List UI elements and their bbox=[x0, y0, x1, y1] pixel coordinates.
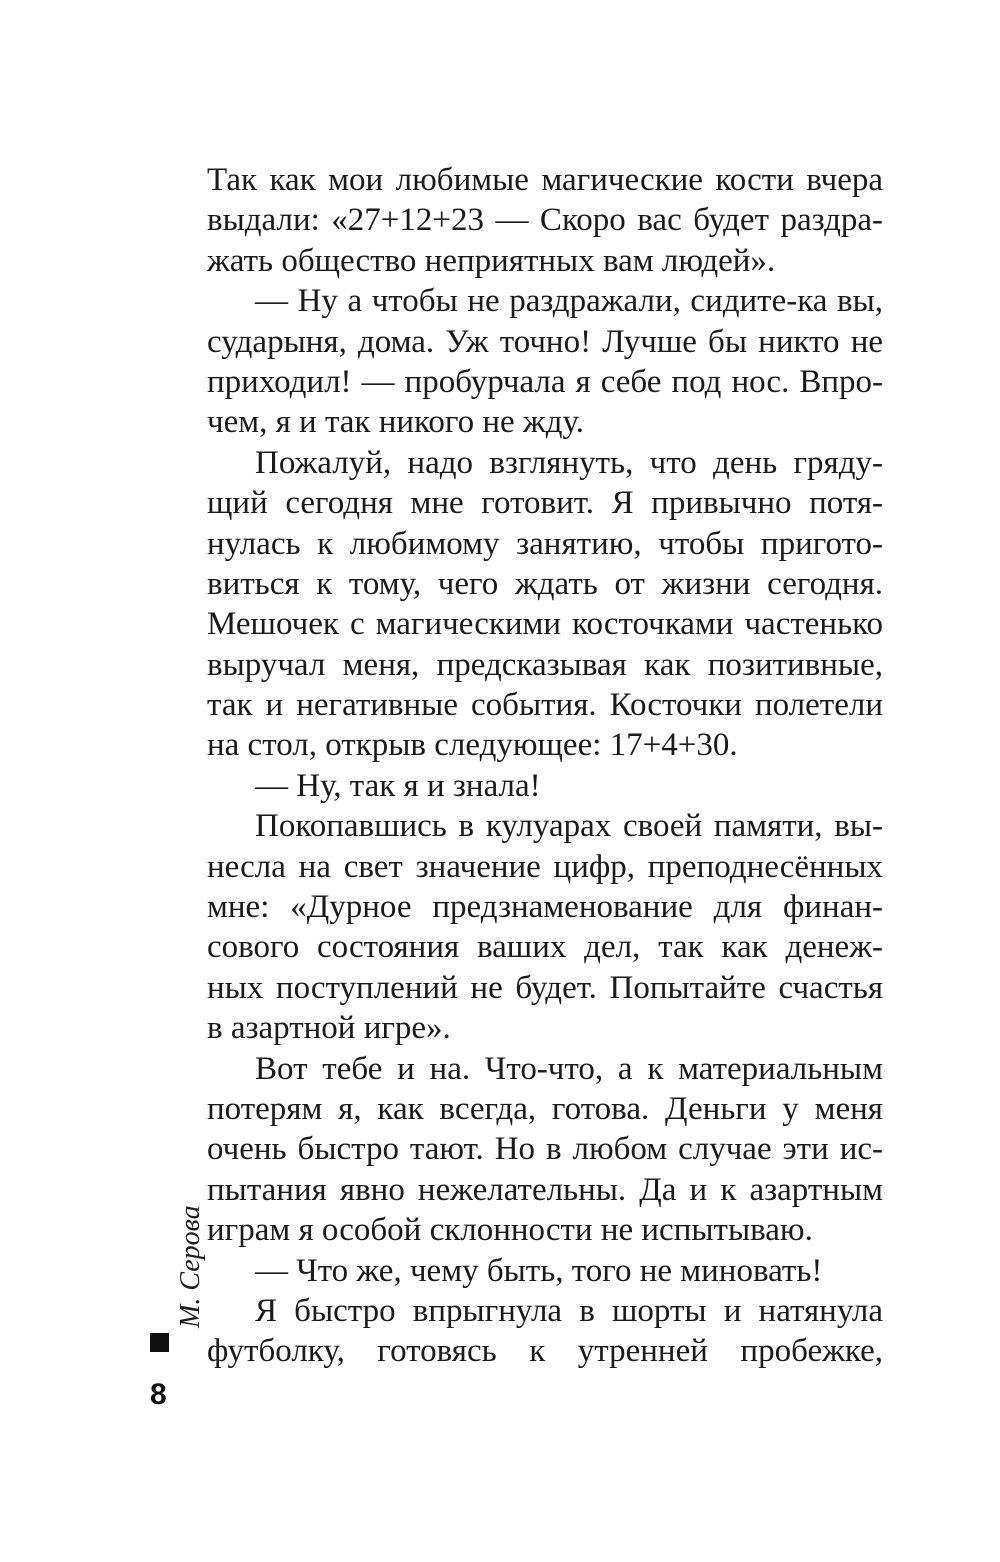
text-line: Покопавшись в кулуарах своей памяти, вы- bbox=[255, 808, 883, 845]
text-line: так и негативные события. Косточки полетели bbox=[207, 687, 883, 724]
text-line: виться к тому, чего ждать от жизни сегодня. bbox=[207, 565, 883, 602]
square-marker-icon bbox=[150, 1333, 169, 1352]
running-head-author bbox=[140, 1205, 206, 1328]
text-line: щий сегодня мне готовит. Я привычно потя- bbox=[207, 485, 883, 522]
text-line: выдали: «27+12+23 — Скоро вас будет раздра- bbox=[207, 202, 883, 239]
text-line: — Ну, так я и знала! bbox=[255, 767, 541, 804]
text-line: — Что же, чему быть, того не миновать! bbox=[255, 1252, 823, 1289]
text-line: несла на свет значение цифр, преподнесённых bbox=[207, 848, 883, 885]
text-line: Вот тебе и на. Что-что, а к материальным bbox=[255, 1050, 883, 1087]
text-line: ных поступлений не будет. Попытайте счастья bbox=[207, 969, 883, 1006]
page-number: 8 bbox=[150, 1378, 167, 1411]
text-line: — Ну а чтобы не раздражали, сидите-ка вы, bbox=[255, 283, 883, 320]
author-name: М. Серова bbox=[175, 1205, 206, 1328]
text-line: выручал меня, предсказывая как позитивные, bbox=[207, 646, 883, 683]
text-line: чем, я и так никого не жду. bbox=[207, 404, 584, 441]
text-line: играм я особой склонности не испытываю. bbox=[207, 1212, 813, 1249]
text-line: очень быстро тают. Но в любом случае эти ис- bbox=[207, 1131, 883, 1168]
body-text bbox=[207, 160, 883, 1372]
text-line: на стол, открыв следующее: 17+4+30. bbox=[207, 727, 738, 764]
text-line: приходил! — пробурчала я себе под нос. Впро- bbox=[207, 363, 883, 400]
text-line: пытания явно нежелательны. Да и к азартным bbox=[207, 1171, 883, 1208]
text-line: футболку, готовясь к утренней пробежке, bbox=[207, 1333, 883, 1370]
text-line: Так как мои любимые магические кости вчера bbox=[207, 162, 883, 198]
text-line: Пожалуй, надо взглянуть, что день гряду- bbox=[255, 444, 883, 481]
text-line: потерям я, как всегда, готова. Деньги у меня bbox=[207, 1090, 883, 1127]
text-line: сового состояния ваших дел, так как денеж- bbox=[207, 929, 883, 966]
text-line: жать общество неприятных вам людей». bbox=[207, 242, 776, 279]
text-line: сударыня, дома. Уж точно! Лучше бы никто не bbox=[207, 323, 883, 360]
text-line: нулась к любимому занятию, чтобы пригото- bbox=[207, 525, 883, 562]
text-line: мне: «Дурное предзнаменование для финан- bbox=[207, 889, 883, 926]
text-line: Я быстро впрыгнула в шорты и натянула bbox=[255, 1292, 883, 1329]
text-line: Мешочек с магическими косточками частенько bbox=[207, 606, 883, 643]
text-line: в азартной игре». bbox=[207, 1010, 451, 1047]
